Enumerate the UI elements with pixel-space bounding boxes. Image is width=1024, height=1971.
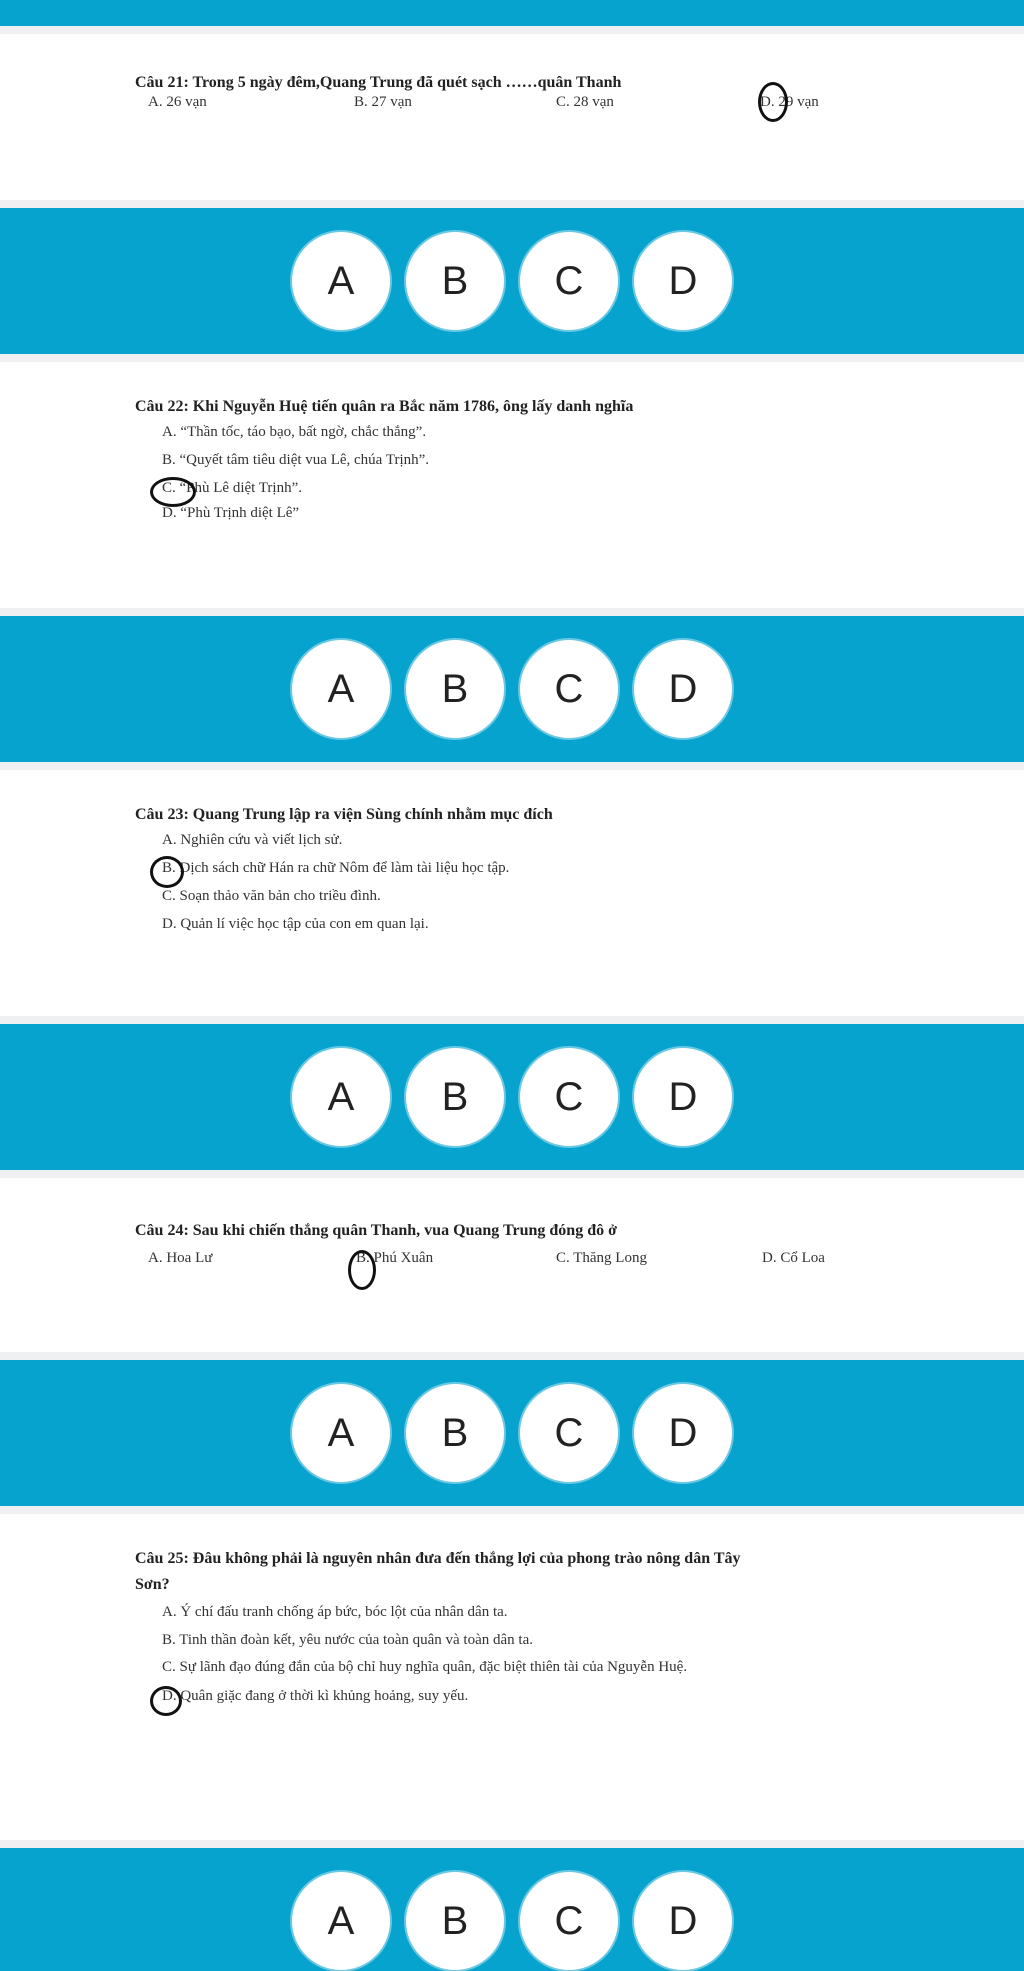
answer-c: C. Sự lãnh đạo đúng đắn của bộ chỉ huy nghĩa quân, đặc biệt thiên tài của Nguyễn Huệ. bbox=[162, 1659, 688, 1675]
separator bbox=[0, 608, 1024, 616]
question-title-line2: Sơn? bbox=[135, 1576, 170, 1593]
selected-answer-circle bbox=[150, 1686, 182, 1716]
separator bbox=[0, 200, 1024, 208]
option-b-button[interactable]: B bbox=[406, 1384, 504, 1482]
answer-d: D. 29 vạn bbox=[760, 94, 819, 110]
answer-c: C. 28 vạn bbox=[556, 94, 614, 110]
option-a-button[interactable]: A bbox=[292, 232, 390, 330]
answer-a: A. Nghiên cứu và viết lịch sử. bbox=[162, 832, 343, 848]
option-a-button[interactable]: A bbox=[292, 1048, 390, 1146]
selected-answer-circle bbox=[150, 477, 196, 507]
answer-c: C. Thăng Long bbox=[556, 1250, 647, 1266]
option-c-button[interactable]: C bbox=[520, 640, 618, 738]
separator bbox=[0, 1016, 1024, 1024]
separator bbox=[0, 354, 1024, 362]
answer-b: B. Tinh thần đoàn kết, yêu nước của toàn quân và toàn dân ta. bbox=[162, 1632, 533, 1648]
option-a-button[interactable]: A bbox=[292, 1384, 390, 1482]
selected-answer-circle bbox=[758, 82, 788, 122]
answer-d: D. “Phù Trịnh diệt Lê” bbox=[162, 505, 300, 521]
question-title-line1: Câu 25: Đâu không phải là nguyên nhân đưa đến thắng lợi của phong trào nông dân Tây bbox=[135, 1550, 741, 1567]
answer-a: A. Ý chí đấu tranh chống áp bức, bóc lột của nhân dân ta. bbox=[162, 1604, 508, 1620]
question-title: Câu 23: Quang Trung lập ra viện Sùng chính nhằm mục đích bbox=[135, 806, 553, 823]
answer-band-top bbox=[0, 0, 1024, 26]
option-b-button[interactable]: B bbox=[406, 640, 504, 738]
answer-options bbox=[0, 232, 1024, 330]
separator bbox=[0, 1170, 1024, 1178]
answer-b: B. Phú Xuân bbox=[356, 1250, 434, 1266]
option-c-button[interactable]: C bbox=[520, 1384, 618, 1482]
answer-a: A. 26 vạn bbox=[148, 94, 207, 110]
selected-answer-circle bbox=[150, 856, 184, 888]
separator bbox=[0, 762, 1024, 770]
answer-a: A. “Thần tốc, táo bạo, bất ngờ, chắc thắng”. bbox=[162, 424, 427, 440]
option-c-button[interactable]: C bbox=[520, 232, 618, 330]
answer-b: B. “Quyết tâm tiêu diệt vua Lê, chúa Trịnh”. bbox=[162, 452, 430, 468]
answer-b: B. Dịch sách chữ Hán ra chữ Nôm để làm tài liệu học tập. bbox=[162, 860, 510, 876]
option-d-button[interactable]: D bbox=[634, 640, 732, 738]
answer-a: A. Hoa Lư bbox=[148, 1250, 213, 1266]
option-b-button[interactable]: B bbox=[406, 1872, 504, 1970]
option-b-button[interactable]: B bbox=[406, 1048, 504, 1146]
option-c-button[interactable]: C bbox=[520, 1048, 618, 1146]
option-c-button[interactable]: C bbox=[520, 1872, 618, 1970]
separator bbox=[0, 1506, 1024, 1514]
option-b-button[interactable]: B bbox=[406, 232, 504, 330]
question-title: Câu 21: Trong 5 ngày đêm,Quang Trung đã quét sạch ……quân Thanh bbox=[135, 74, 622, 91]
option-a-button[interactable]: A bbox=[292, 640, 390, 738]
question-title: Câu 24: Sau khi chiến thắng quân Thanh, vua Quang Trung đóng đô ở bbox=[135, 1222, 617, 1239]
option-d-button[interactable]: D bbox=[634, 232, 732, 330]
question-title: Câu 22: Khi Nguyễn Huệ tiến quân ra Bắc năm 1786, ông lấy danh nghĩa bbox=[135, 398, 634, 415]
separator bbox=[0, 1840, 1024, 1848]
answer-d: D. Quản lí việc học tập của con em quan lại. bbox=[162, 916, 429, 932]
separator bbox=[0, 1352, 1024, 1360]
answer-options bbox=[0, 1384, 1024, 1482]
answer-c: C. “Phù Lê diệt Trịnh”. bbox=[162, 480, 303, 496]
option-a-button[interactable]: A bbox=[292, 1872, 390, 1970]
option-d-button[interactable]: D bbox=[634, 1048, 732, 1146]
option-d-button[interactable]: D bbox=[634, 1384, 732, 1482]
answer-d: D. Quân giặc đang ở thời kì khủng hoảng, suy yếu. bbox=[162, 1688, 469, 1704]
answer-d: D. Cổ Loa bbox=[762, 1250, 825, 1266]
answer-options bbox=[0, 1872, 1024, 1970]
separator bbox=[0, 26, 1024, 34]
answer-options bbox=[0, 640, 1024, 738]
answer-options bbox=[0, 1048, 1024, 1146]
selected-answer-circle bbox=[348, 1250, 376, 1290]
answer-c: C. Soạn thảo văn bản cho triều đình. bbox=[162, 888, 381, 904]
option-d-button[interactable]: D bbox=[634, 1872, 732, 1970]
answer-b: B. 27 vạn bbox=[354, 94, 412, 110]
